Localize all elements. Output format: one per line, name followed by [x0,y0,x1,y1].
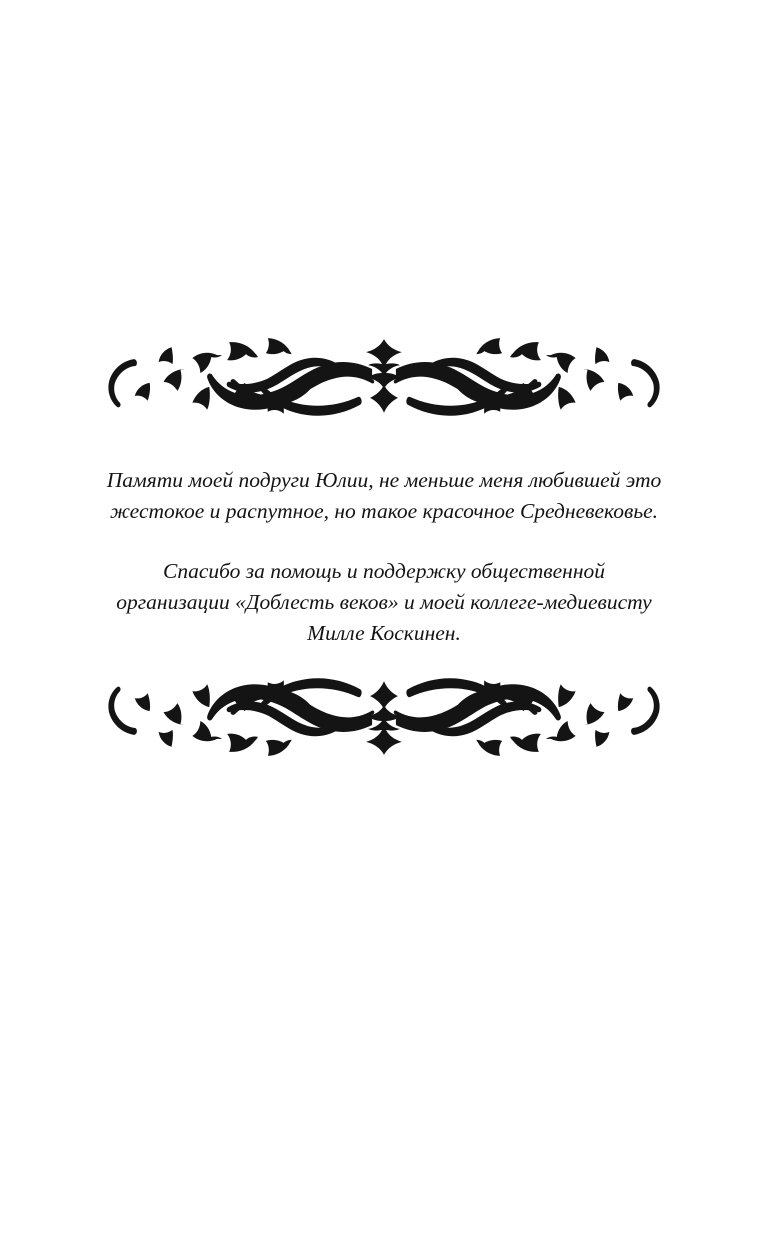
page-content [0,325,768,769]
floral-ornament-icon [106,325,662,423]
dedication-paragraph-1: Памяти моей подруги Юлии, не меньше меня любившей это жестокое и распутное, но такое красочное Средневековье. [106,468,662,523]
bottom-ornament-divider [106,671,662,769]
dedication-paragraph-2: Спасибо за помощь и поддержку общественной организации «Доблесть веков» и моей коллеге-медиевисту Милле Коскинен. [116,559,652,645]
dedication-text [104,465,664,649]
top-ornament-divider [106,325,662,423]
floral-ornament-icon [106,671,662,769]
